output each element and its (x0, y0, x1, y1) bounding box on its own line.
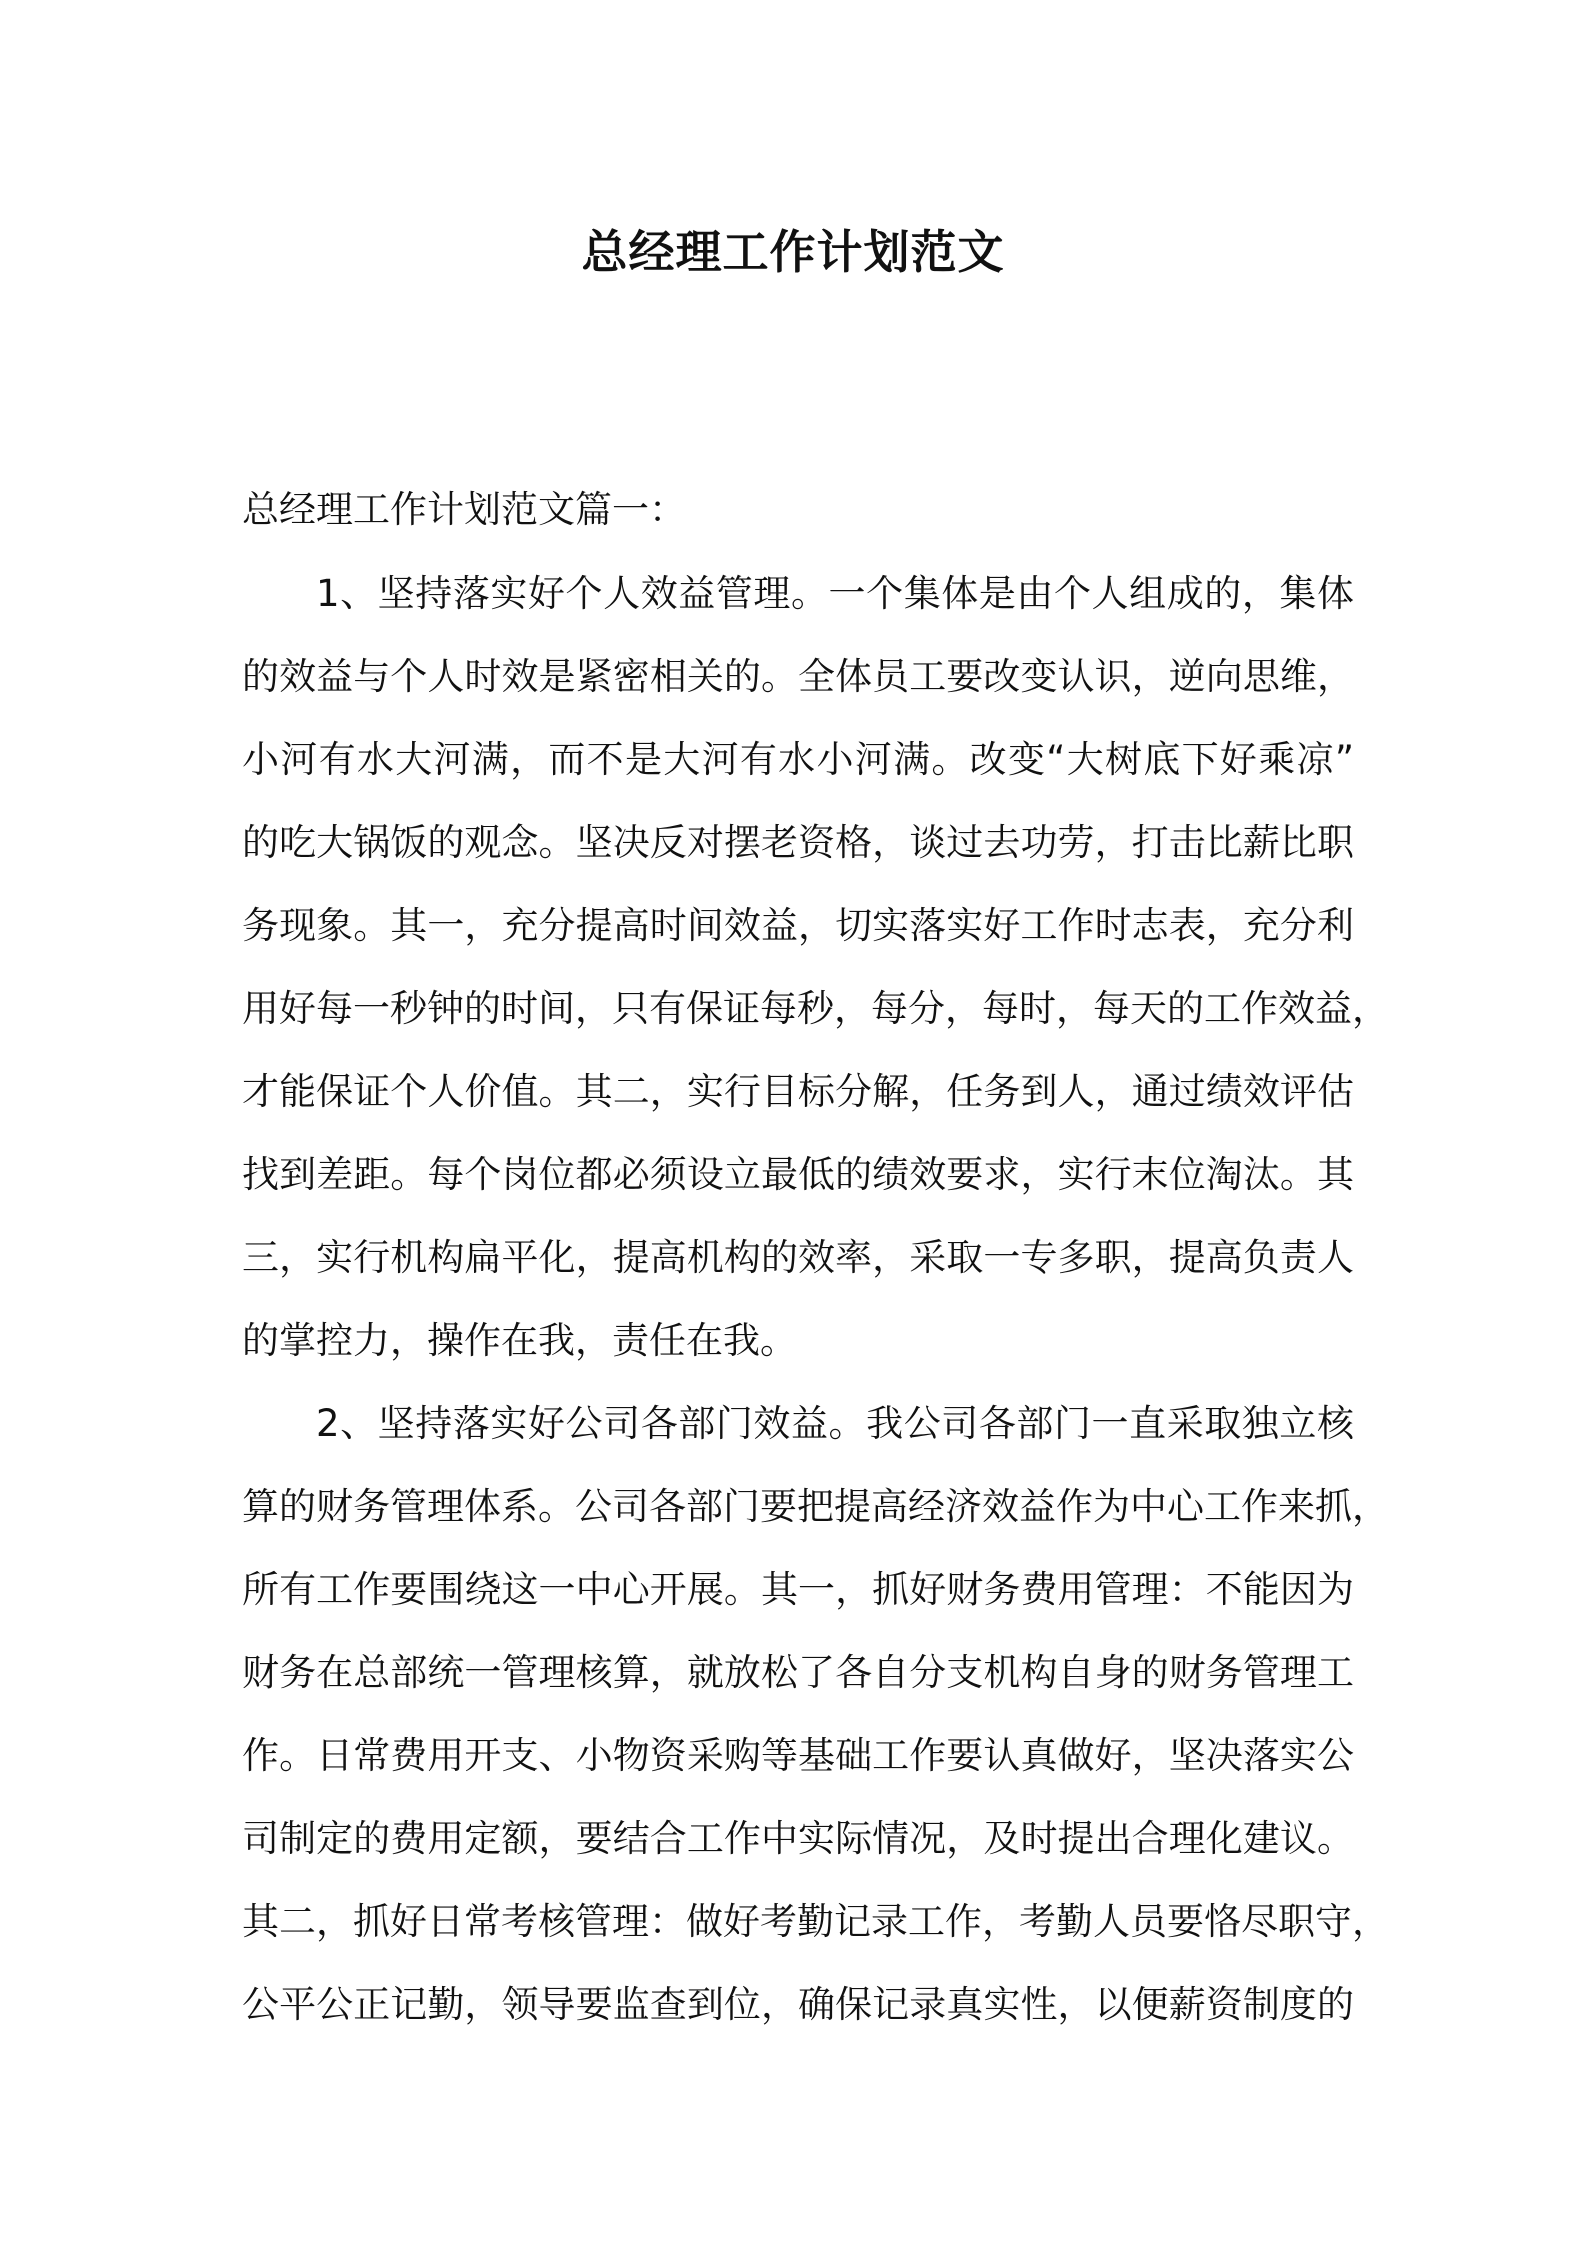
paragraph-line: 的吃大锅饭的观念。坚决反对摆老资格，谈过去功劳，打击比薪比职 (242, 821, 1354, 864)
paragraph-line: 作。日常费用开支、小物资采购等基础工作要认真做好，坚决落实公 (242, 1734, 1354, 1777)
paragraph-line: 才能保证个人价值。其二，实行目标分解，任务到人，通过绩效评估 (242, 1070, 1354, 1113)
paragraph-line: 用好每一秒钟的时间，只有保证每秒，每分，每时，每天的工作效益， (242, 987, 1389, 1030)
paragraph-line: 算的财务管理体系。公司各部门要把提高经济效益作为中心工作来抓， (242, 1485, 1389, 1528)
section-heading: 总经理工作计划范文篇一： (242, 488, 686, 531)
paragraph-line: 司制定的费用定额，要结合工作中实际情况，及时提出合理化建议。 (242, 1817, 1354, 1860)
paragraph-line: 1、坚持落实好个人效益管理。一个集体是由个人组成的，集体 (316, 572, 1354, 615)
paragraph-line: 所有工作要围绕这一中心开展。其一，抓好财务费用管理：不能因为 (242, 1568, 1354, 1611)
paragraph-line: 的效益与个人时效是紧密相关的。全体员工要改变认识，逆向思维， (242, 655, 1354, 698)
paragraph-line: 财务在总部统一管理核算，就放松了各自分支机构自身的财务管理工 (242, 1651, 1354, 1694)
paragraph-line: 公平公正记勤，领导要监查到位，确保记录真实性，以便薪资制度的 (242, 1983, 1354, 2026)
paragraph-line: 小河有水大河满，而不是大河有水小河满。改变“大树底下好乘凉” (242, 738, 1354, 781)
paragraph-line: 务现象。其一，充分提高时间效益，切实落实好工作时志表，充分利 (242, 904, 1354, 947)
paragraph-line: 找到差距。每个岗位都必须设立最低的绩效要求，实行末位淘汰。其 (242, 1153, 1354, 1196)
paragraph-line: 其二，抓好日常考核管理：做好考勤记录工作，考勤人员要恪尽职守， (242, 1900, 1389, 1943)
paragraph-line: 的掌控力，操作在我，责任在我。 (242, 1319, 797, 1362)
document-title: 总经理工作计划范文 (581, 225, 1005, 279)
paragraph-line: 2、坚持落实好公司各部门效益。我公司各部门一直采取独立核 (316, 1402, 1354, 1445)
paragraph-line: 三，实行机构扁平化，提高机构的效率，采取一专多职，提高负责人 (242, 1236, 1354, 1279)
